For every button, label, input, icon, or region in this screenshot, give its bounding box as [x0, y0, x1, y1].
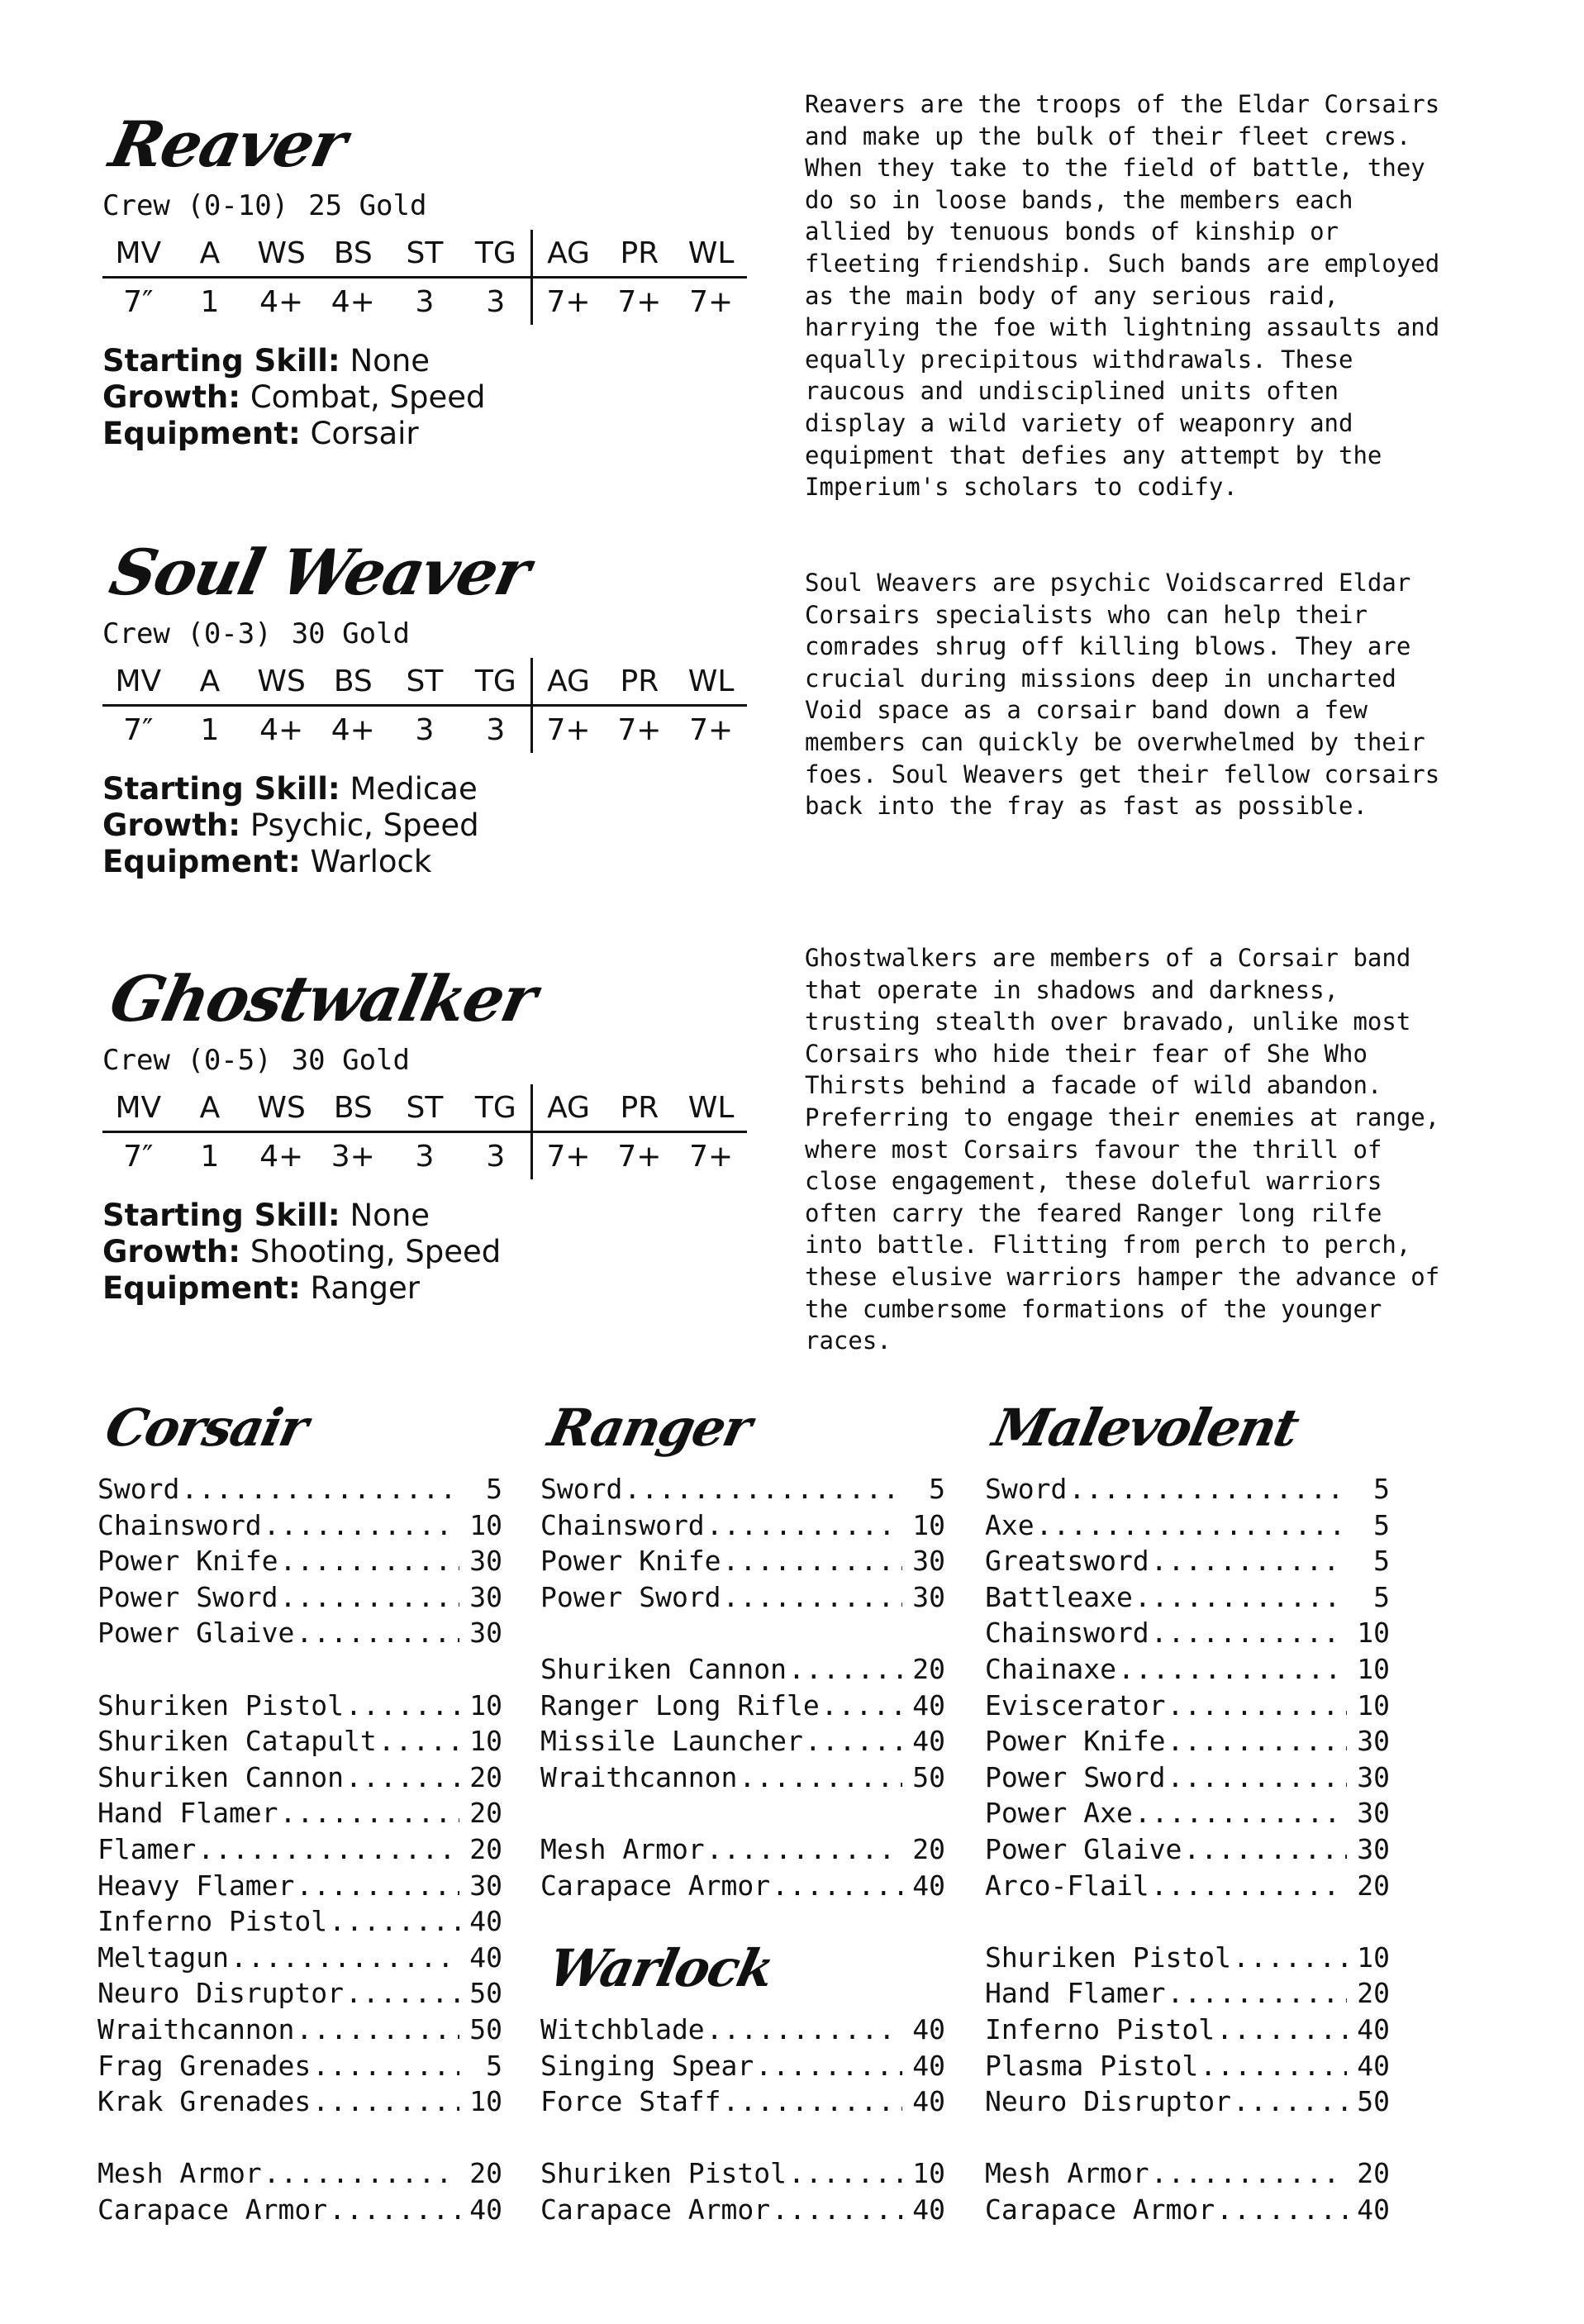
list-item — [540, 1651, 945, 1688]
crew-line — [102, 615, 747, 653]
list-item — [540, 2192, 945, 2228]
item-name: Power Glaive — [985, 1832, 1182, 1865]
list-item — [985, 2192, 1390, 2228]
stat-header: WL — [675, 658, 747, 706]
list-item — [540, 1831, 945, 1868]
list-item — [985, 1940, 1390, 1976]
item-price: 30 — [1357, 1725, 1390, 1758]
item-price: 40 — [1357, 2049, 1390, 2082]
item-price: 5 — [1373, 1545, 1390, 1578]
equipment: Equipment: Corsair — [102, 416, 419, 451]
item-price: 20 — [912, 1832, 945, 1865]
item-price: 30 — [469, 1617, 502, 1650]
item-price: 10 — [1357, 1652, 1390, 1685]
list-item — [540, 1543, 945, 1579]
item-price: 20 — [469, 1832, 502, 1865]
stat-value: 4+ — [331, 712, 375, 747]
item-price: 40 — [912, 1688, 945, 1722]
stat-header: WS — [245, 658, 317, 706]
armory-ranger — [540, 1397, 945, 1903]
stat-value: 4+ — [331, 284, 375, 319]
list-item — [540, 2012, 945, 2048]
item-price: 20 — [1357, 1977, 1390, 2010]
crew-cost: 30 Gold — [291, 617, 410, 650]
item-price: 20 — [1357, 2157, 1390, 2190]
stat-header: WS — [245, 230, 317, 278]
list-gap — [985, 1903, 1390, 1940]
item-name: Hand Flamer — [98, 1797, 278, 1830]
unit-reaver — [102, 107, 747, 452]
list-gap — [540, 2120, 945, 2156]
list-item — [540, 1723, 945, 1760]
list-item — [985, 2084, 1390, 2120]
list-item — [540, 2048, 945, 2084]
stat-value: 1 — [200, 284, 220, 319]
item-name: Carapace Armor — [540, 1869, 771, 1902]
list-item — [985, 1831, 1390, 1868]
item-price: 10 — [912, 1508, 945, 1541]
stat-header: TG — [460, 658, 532, 706]
stat-table — [102, 230, 747, 325]
item-price: 40 — [469, 2193, 502, 2226]
item-name: Mesh Armor — [98, 2157, 262, 2190]
stat-value: 7+ — [532, 706, 604, 754]
list-item — [98, 1903, 502, 1940]
list-item — [98, 1507, 502, 1544]
list-item — [98, 1795, 502, 1831]
equipment: Equipment: Ranger — [102, 1270, 420, 1306]
crew-line — [102, 187, 747, 225]
list-item — [98, 1831, 502, 1868]
starting-skill: Starting Skill: None — [102, 1198, 430, 1233]
item-price: 10 — [1357, 1688, 1390, 1722]
armory-title: Warlock — [543, 1938, 778, 1998]
list-item — [540, 1579, 945, 1616]
stat-header: A — [174, 1084, 246, 1132]
stat-value: 3 — [415, 284, 435, 319]
item-name: Power Knife — [540, 1545, 721, 1578]
list-item — [540, 1507, 945, 1544]
stat-header: A — [174, 658, 246, 706]
item-name: Missile Launcher — [540, 1725, 803, 1758]
item-name: Shuriken Pistol — [540, 2157, 787, 2190]
list-item — [540, 1471, 945, 1507]
item-price: 20 — [469, 2157, 502, 2190]
stat-header: ST — [389, 230, 461, 278]
item-name: Singing Spear — [540, 2049, 754, 2082]
item-name: Eviscerator — [985, 1688, 1166, 1722]
list-item — [985, 1507, 1390, 1544]
item-name: Inferno Pistol — [98, 1905, 328, 1938]
item-price: 50 — [912, 1760, 945, 1793]
item-price: 40 — [1357, 2012, 1390, 2045]
price-list — [540, 1471, 945, 1903]
item-name: Power Glaive — [98, 1617, 295, 1650]
item-price: 40 — [469, 1941, 502, 1974]
list-gap — [540, 1795, 945, 1831]
growth: Growth: Combat, Speed — [102, 379, 486, 415]
list-item — [985, 2048, 1390, 2084]
list-item — [985, 1615, 1390, 1651]
stat-header: BS — [317, 658, 389, 706]
item-name: Sword — [540, 1473, 623, 1505]
item-name: Shuriken Catapult — [98, 1725, 377, 1758]
stat-header: PR — [604, 1084, 676, 1132]
price-list — [540, 2012, 945, 2228]
item-price: 50 — [469, 2012, 502, 2045]
list-item — [98, 2012, 502, 2048]
stat-header: AG — [532, 1084, 604, 1132]
item-name: Plasma Pistol — [985, 2049, 1199, 2082]
list-item — [985, 1723, 1390, 1760]
crew-cost: 25 Gold — [308, 189, 427, 222]
stat-value: 4+ — [259, 284, 304, 319]
item-price: 30 — [912, 1580, 945, 1613]
stat-header: MV — [102, 1084, 174, 1132]
item-price: 5 — [1373, 1508, 1390, 1541]
item-price: 10 — [1357, 1617, 1390, 1650]
stat-table — [102, 1084, 747, 1179]
item-name: Chainaxe — [985, 1652, 1116, 1685]
item-price: 30 — [1357, 1832, 1390, 1865]
item-name: Shuriken Pistol — [98, 1688, 345, 1722]
stat-header: WS — [245, 1084, 317, 1132]
item-price: 40 — [912, 1869, 945, 1902]
item-price: 50 — [1357, 2085, 1390, 2118]
item-price: 10 — [469, 1688, 502, 1722]
armory-title: Corsair — [100, 1398, 312, 1458]
item-name: Force Staff — [540, 2085, 721, 2118]
stat-value: 7″ — [123, 712, 154, 747]
stat-value: 3+ — [331, 1139, 375, 1174]
unit-description-soul-weaver: Soul Weavers are psychic Voidscarred Eldar Corsairs specialists who can help their comrades shrug off killing blows. They are crucial during missions deep in uncharted Void space as a corsair band down a few members can quickly be overwhelmed by their foes. Soul Weavers get their fellow corsairs back into the fray as fast as possible. — [805, 569, 1440, 821]
stat-header: AG — [532, 230, 604, 278]
item-name: Greatsword — [985, 1545, 1149, 1578]
item-name: Shuriken Cannon — [540, 1652, 787, 1685]
stat-header: ST — [389, 1084, 461, 1132]
item-name: Shuriken Pistol — [985, 1941, 1232, 1974]
stat-header: BS — [317, 1084, 389, 1132]
list-item — [98, 2155, 502, 2192]
item-price: 5 — [1373, 1473, 1390, 1505]
item-name: Flamer — [98, 1832, 197, 1865]
list-item — [985, 1760, 1390, 1796]
item-price: 50 — [469, 1977, 502, 2010]
list-item — [985, 1975, 1390, 2012]
crew-limit: Crew (0-3) — [102, 617, 272, 650]
list-item — [985, 1651, 1390, 1688]
list-item — [540, 1868, 945, 1904]
item-price: 40 — [912, 2013, 945, 2045]
stat-value: 3 — [486, 712, 506, 747]
item-name: Wraithcannon — [98, 2012, 295, 2045]
item-name: Carapace Armor — [98, 2193, 328, 2226]
stat-header: MV — [102, 230, 174, 278]
item-name: Power Knife — [985, 1725, 1166, 1758]
list-item — [985, 1579, 1390, 1616]
growth: Growth: Psychic, Speed — [102, 807, 479, 843]
stat-value: 3 — [486, 1139, 506, 1174]
stat-value: 3 — [415, 712, 435, 747]
item-price: 30 — [469, 1869, 502, 1902]
item-name: Chainsword — [985, 1617, 1149, 1650]
item-price: 20 — [1357, 1869, 1390, 1902]
stat-header: PR — [604, 230, 676, 278]
list-item — [985, 2012, 1390, 2048]
price-list — [985, 1471, 1390, 2227]
list-item — [98, 1868, 502, 1904]
stat-value: 7″ — [123, 1139, 154, 1174]
item-price: 40 — [912, 2085, 945, 2118]
item-name: Sword — [985, 1473, 1068, 1505]
stat-value: 7+ — [689, 284, 734, 319]
stat-value: 1 — [200, 1139, 220, 1174]
crew-limit: Crew (0-5) — [102, 1044, 272, 1077]
item-price: 40 — [1357, 2193, 1390, 2226]
item-price: 5 — [929, 1473, 945, 1505]
item-price: 10 — [469, 2085, 502, 2118]
item-price: 40 — [912, 1725, 945, 1758]
list-item — [98, 1723, 502, 1760]
item-name: Shuriken Cannon — [98, 1760, 345, 1793]
unit-description-reaver: Reavers are the troops of the Eldar Corsairs and make up the bulk of their fleet crews. When they take to the field of battle, they do so in loose bands, the members each allied by tenuous bonds of kinship or fleeting friendship. Such bands are employed as the main body of any serious raid, harrying the foe with lightning assaults and equally precipitous withdrawals. These raucous and undisciplined units often display a wild variety of weaponry and equipment that defies any attempt by the Imperium's scholars to codify. — [805, 90, 1440, 502]
starting-skill: Starting Skill: Medicae — [102, 771, 478, 807]
item-name: Inferno Pistol — [985, 2012, 1215, 2045]
item-name: Power Sword — [985, 1760, 1166, 1793]
item-price: 10 — [469, 1508, 502, 1541]
armory-title: Ranger — [543, 1398, 756, 1458]
item-name: Frag Grenades — [98, 2049, 312, 2082]
crew-limit: Crew (0-10) — [102, 189, 289, 222]
stat-header: BS — [317, 230, 389, 278]
item-price: 10 — [1357, 1941, 1390, 1974]
unit-title: Soul Weaver — [103, 536, 535, 609]
stat-value: 1 — [200, 712, 220, 747]
stat-value: 3 — [486, 284, 506, 319]
list-item — [98, 1615, 502, 1651]
stat-value: 3 — [415, 1139, 435, 1174]
armory-warlock — [540, 1937, 945, 2228]
stat-value: 4+ — [259, 712, 304, 747]
armory-corsair — [98, 1397, 502, 2227]
stat-header: ST — [389, 658, 461, 706]
item-name: Arco-Flail — [985, 1869, 1149, 1902]
list-item — [98, 1940, 502, 1976]
item-name: Axe — [985, 1508, 1035, 1541]
list-item — [98, 1688, 502, 1724]
stat-header: TG — [460, 230, 532, 278]
list-item — [98, 2192, 502, 2228]
crew-line — [102, 1041, 747, 1079]
stat-value: 7+ — [689, 1139, 734, 1174]
equipment: Equipment: Warlock — [102, 844, 432, 879]
item-price: 40 — [912, 2193, 945, 2226]
item-name: Heavy Flamer — [98, 1869, 295, 1902]
list-item — [98, 1471, 502, 1507]
item-name: Wraithcannon — [540, 1760, 738, 1793]
stat-value: 4+ — [259, 1139, 304, 1174]
unit-title: Reaver — [103, 107, 352, 181]
item-name: Krak Grenades — [98, 2085, 312, 2118]
price-list — [98, 1471, 502, 2227]
armory-title: Malevolent — [987, 1398, 1303, 1458]
item-name: Neuro Disruptor — [985, 2085, 1232, 2118]
stat-header: AG — [532, 658, 604, 706]
item-name: Chainsword — [98, 1508, 262, 1541]
unit-soul-weaver — [102, 536, 747, 880]
list-item — [98, 1543, 502, 1579]
stat-value: 7+ — [532, 1132, 604, 1180]
item-price: 20 — [469, 1797, 502, 1830]
unit-traits — [102, 343, 747, 452]
item-price: 30 — [469, 1580, 502, 1613]
stat-table — [102, 658, 747, 753]
item-name: Carapace Armor — [540, 2193, 771, 2226]
item-name: Battleaxe — [985, 1580, 1133, 1613]
list-item — [98, 2084, 502, 2120]
item-name: Sword — [98, 1473, 180, 1505]
unit-title: Ghostwalker — [103, 962, 542, 1036]
list-item — [540, 2155, 945, 2192]
stat-value: 7+ — [617, 1139, 662, 1174]
stat-value: 7+ — [532, 278, 604, 326]
stat-header: A — [174, 230, 246, 278]
stat-value: 7″ — [123, 284, 154, 319]
item-price: 10 — [469, 1725, 502, 1758]
list-item — [540, 2084, 945, 2120]
item-price: 30 — [469, 1545, 502, 1578]
list-gap — [98, 1651, 502, 1688]
item-price: 20 — [912, 1652, 945, 1685]
item-price: 40 — [912, 2049, 945, 2082]
list-gap — [985, 2120, 1390, 2156]
item-name: Hand Flamer — [985, 1977, 1166, 2010]
list-item — [98, 1975, 502, 2012]
list-gap — [98, 2120, 502, 2156]
item-price: 40 — [469, 1905, 502, 1938]
starting-skill: Starting Skill: None — [102, 343, 430, 379]
list-item — [985, 1688, 1390, 1724]
item-name: Mesh Armor — [540, 1832, 705, 1865]
armory-malevolent — [985, 1397, 1390, 2227]
stat-header: WL — [675, 230, 747, 278]
growth: Growth: Shooting, Speed — [102, 1234, 502, 1269]
item-name: Power Knife — [98, 1545, 278, 1578]
list-item — [985, 1543, 1390, 1579]
stat-value: 7+ — [617, 284, 662, 319]
item-name: Power Axe — [985, 1797, 1133, 1830]
crew-cost: 30 Gold — [291, 1044, 410, 1077]
list-item — [985, 1471, 1390, 1507]
list-item — [540, 1760, 945, 1796]
item-price: 5 — [1373, 1580, 1390, 1613]
item-price: 30 — [1357, 1760, 1390, 1793]
list-item — [985, 2155, 1390, 2192]
stat-header: TG — [460, 1084, 532, 1132]
item-price: 10 — [912, 2157, 945, 2190]
stat-value: 7+ — [617, 712, 662, 747]
item-price: 5 — [486, 1473, 502, 1505]
unit-description-ghostwalker: Ghostwalkers are members of a Corsair band that operate in shadows and darkness, trusting stealth over bravado, unlike most Corsairs who hide their fear of She Who Thirsts behind a facade of wild abandon. Preferring to engage their enemies at range, where most Corsairs favour the thrill of close engagement, these doleful warriors often carry the feared Ranger long rilfe into battle. Flitting from perch to perch, these elusive warriors hamper the advance of the cumbersome formations of the younger races. — [805, 944, 1440, 1355]
list-gap — [540, 1615, 945, 1651]
list-item — [98, 2048, 502, 2084]
item-name: Ranger Long Rifle — [540, 1688, 820, 1722]
item-name: Meltagun — [98, 1941, 229, 1974]
item-name: Chainsword — [540, 1508, 705, 1541]
item-price: 30 — [1357, 1797, 1390, 1830]
stat-header: MV — [102, 658, 174, 706]
item-name: Mesh Armor — [985, 2157, 1149, 2190]
item-name: Neuro Disruptor — [98, 1977, 345, 2010]
item-price: 5 — [486, 2049, 502, 2082]
list-item — [98, 1760, 502, 1796]
unit-traits — [102, 1198, 747, 1307]
item-name: Carapace Armor — [985, 2193, 1215, 2226]
stat-header: WL — [675, 1084, 747, 1132]
unit-ghostwalker — [102, 962, 747, 1307]
list-item — [540, 1688, 945, 1724]
list-item — [985, 1795, 1390, 1831]
item-price: 30 — [912, 1545, 945, 1578]
list-item — [985, 1868, 1390, 1904]
list-item — [98, 1579, 502, 1616]
item-name: Power Sword — [540, 1580, 721, 1613]
stat-header: PR — [604, 658, 676, 706]
unit-traits — [102, 771, 747, 880]
stat-value: 7+ — [689, 712, 734, 747]
item-price: 20 — [469, 1760, 502, 1793]
item-name: Witchblade — [540, 2013, 705, 2045]
item-name: Power Sword — [98, 1580, 278, 1613]
